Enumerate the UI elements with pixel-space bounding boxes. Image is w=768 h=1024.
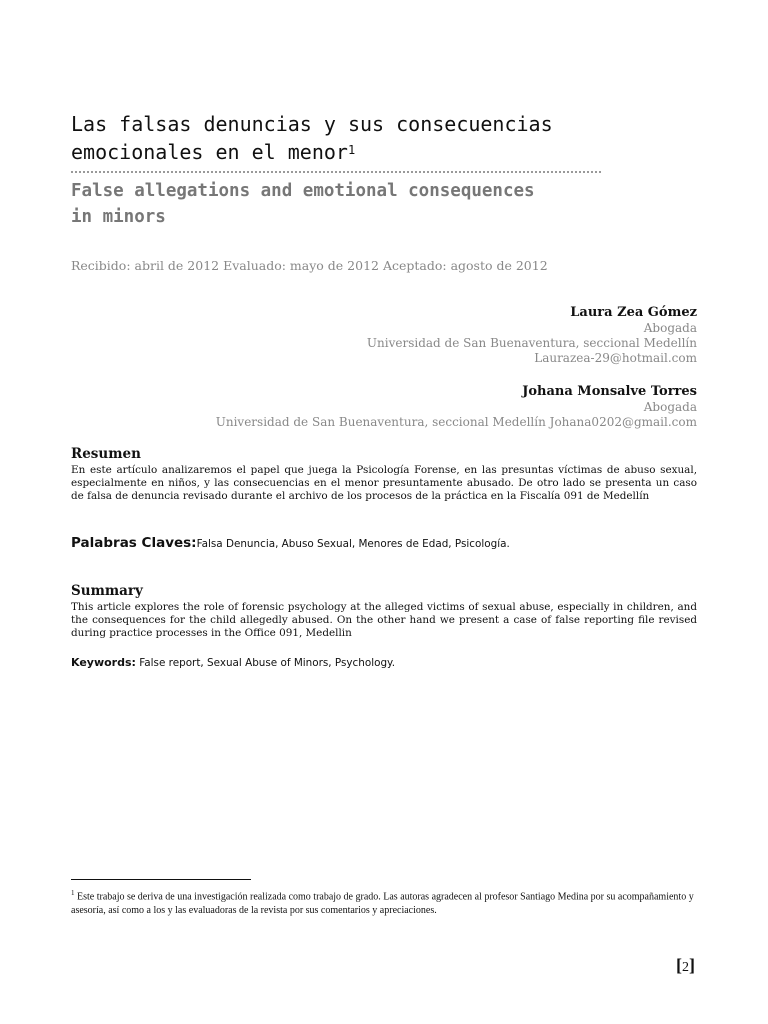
palabras-claves-value: Falsa Denuncia, Abuso Sexual, Menores de Edad, Psicología. (196, 538, 510, 550)
keywords-label: Keywords: (71, 656, 136, 669)
title-line-2: emocionales en el menor (71, 140, 348, 164)
subtitle-line-1: False allegations and emotional consequences (71, 181, 535, 201)
footnote (71, 886, 701, 918)
author-2-name: Johana Monsalve Torres (522, 384, 697, 399)
palabras-claves (71, 535, 510, 551)
page-number-value: 2 (682, 960, 689, 975)
author-2-affiliation-email: Universidad de San Buenaventura, seccional Medellín Johana0202@gmail.com (215, 415, 697, 429)
footnote-rule (71, 879, 251, 880)
palabras-claves-label: Palabras Claves: (71, 535, 197, 551)
author-1-role: Abogada (643, 321, 697, 335)
author-2-role: Abogada (643, 400, 697, 414)
keywords (71, 656, 395, 669)
summary-text: This article explores the role of forensic psychology at the alleged victims of sexual abuse, especially in children, and the consequences for the child allegedly abused. On the other hand we present a case of false reporting file revised during practice processes in the Office 091, Medellin (71, 601, 697, 640)
subtitle-line-2: in minors (71, 207, 166, 227)
resumen-text: En este artículo analizaremos el papel que juega la Psicología Forense, en las presuntas víctimas de abuso sexual, especialmente en niños, y las consecuencias en el menor presuntamente abusado. De otro lado se presenta un caso de falsa de denuncia revisado durante el archivo de los procesos de la práctica en la Fiscalía 091 de Medellín (71, 464, 697, 503)
article-subtitle (71, 178, 691, 230)
footnote-text: Este trabajo se deriva de una investigación realizada como trabajo de grado. Las autoras agradecen al profesor Santiago Medina por su acompañamiento y asesoría, así como a los y las evaluadoras de la revista por sus comentarios y apreciaciones. (71, 891, 694, 917)
article-title (71, 110, 691, 166)
summary-heading: Summary (71, 583, 143, 599)
title-divider (71, 171, 601, 173)
author-1 (367, 304, 697, 366)
author-1-email: Laurazea-29@hotmail.com (534, 351, 697, 365)
author-1-affiliation: Universidad de San Buenaventura, seccional Medellín (366, 336, 697, 350)
author-1-name: Laura Zea Gómez (570, 305, 697, 320)
author-2 (216, 383, 697, 430)
submission-dates: Recibido: abril de 2012 Evaluado: mayo de 2012 Aceptado: agosto de 2012 (71, 258, 548, 273)
title-line-1: Las falsas denuncias y sus consecuencias (71, 112, 553, 136)
keywords-value: False report, Sexual Abuse of Minors, Psychology. (139, 657, 396, 669)
page-number: [2] (676, 955, 695, 975)
resumen-heading: Resumen (71, 446, 141, 462)
title-footnote-marker: 1 (347, 143, 356, 157)
footnote-marker: 1 (71, 889, 75, 897)
